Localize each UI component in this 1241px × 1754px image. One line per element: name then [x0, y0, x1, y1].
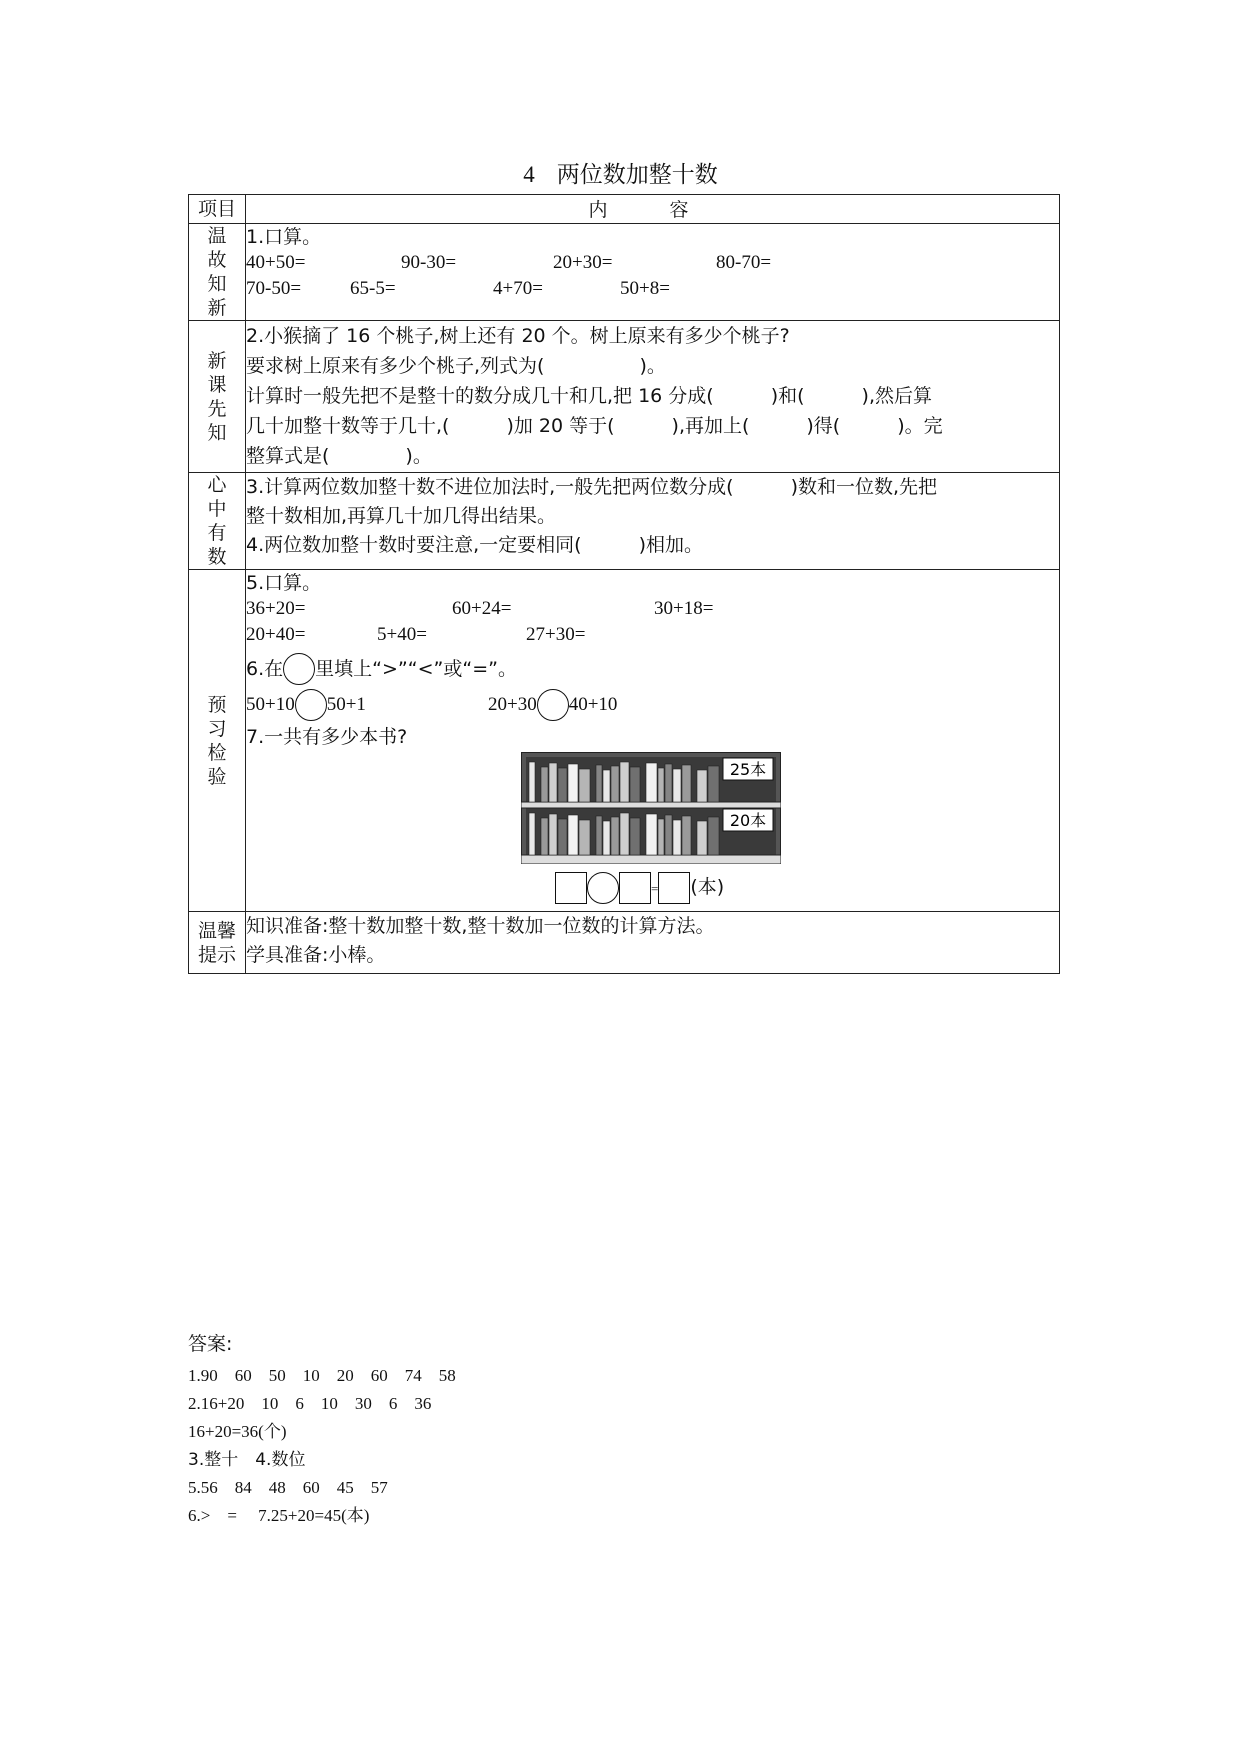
question-3-line: 3.计算两位数加整十数不进位加法时,一般先把两位数分成( )数和一位数,先把	[246, 476, 938, 498]
book-spine	[549, 814, 557, 855]
book-spine	[541, 818, 548, 855]
expr: 20+40=	[246, 624, 306, 645]
check-row-2	[246, 622, 1059, 648]
book-spine	[658, 768, 664, 802]
book-spine	[708, 817, 719, 855]
expr: 30+18=	[654, 598, 714, 619]
expr: 20+30=	[553, 252, 613, 273]
answer-line: 16+20=36(个)	[188, 1422, 287, 1441]
page-title	[0, 156, 1241, 189]
book-spine	[620, 762, 629, 802]
title-number: 4	[523, 162, 535, 187]
book-spine	[658, 819, 664, 855]
review-row-2	[246, 276, 1059, 302]
compare-circle-input[interactable]	[537, 689, 569, 721]
book-spine	[558, 819, 567, 855]
expr: 90-30=	[401, 252, 457, 273]
tips-line: 知识准备:整十数加整十数,整十数加一位数的计算方法。	[246, 915, 715, 937]
section-label-preview: 新课先知	[207, 349, 227, 444]
book-spine	[611, 766, 619, 802]
section-mind	[189, 473, 1060, 570]
section-review	[189, 224, 1060, 321]
book-spine	[630, 767, 640, 802]
compare-item-2: 20+30 40+10	[488, 692, 617, 718]
expr: 65-5=	[350, 278, 396, 299]
question-5: 5.口算。	[246, 572, 322, 594]
answer-line: 2.16+20 10 6 10 30 6 36	[188, 1394, 432, 1413]
book-spine	[603, 770, 610, 802]
shelf-label-bottom: 20本	[729, 811, 767, 830]
question-2-line: 几十加整十数等于几十,( )加 20 等于( ),再加上( )得( )。完	[246, 415, 943, 437]
book-spine	[630, 818, 640, 855]
answers-heading: 答案:	[188, 1333, 233, 1355]
book-spine	[596, 816, 602, 855]
expr: 60+24=	[452, 598, 512, 619]
question-4-line: 4.两位数加整十数时要注意,一定要相同( )相加。	[246, 534, 703, 556]
compare-row	[246, 692, 1059, 722]
circle-blank-icon	[283, 653, 315, 685]
answer-equation: = (本)	[555, 872, 724, 904]
circle-blank-input[interactable]	[587, 872, 619, 904]
book-spine	[611, 817, 619, 855]
book-spine	[579, 769, 590, 802]
book-spine	[529, 813, 535, 855]
book-spine	[682, 816, 691, 855]
square-blank-input[interactable]	[555, 872, 587, 904]
answer-line: 3.整十 4.数位	[188, 1450, 306, 1470]
header-item: 项目	[189, 195, 246, 224]
book-spine	[697, 821, 707, 855]
section-preview	[189, 321, 1060, 473]
book-spine	[673, 769, 681, 802]
bookshelf-illustration	[521, 752, 781, 864]
book-spine	[620, 813, 629, 855]
expr: 27+30=	[526, 624, 586, 645]
book-spine	[646, 814, 657, 855]
question-2-line: 要求树上原来有多少个桃子,列式为( )。	[246, 355, 666, 377]
expr: 70-50=	[246, 278, 302, 299]
unit-label: (本)	[690, 876, 725, 898]
book-spine	[579, 820, 590, 855]
expr: 40+50=	[246, 252, 306, 273]
book-spine	[558, 768, 567, 802]
answer-section	[188, 1330, 456, 1530]
section-label-check: 预习检验	[207, 693, 227, 788]
question-1: 1.口算。	[246, 226, 322, 248]
book-spine	[596, 765, 602, 802]
expr: 50+8=	[620, 278, 670, 299]
expr: 80-70=	[716, 252, 772, 273]
title-text: 两位数加整十数	[556, 162, 718, 188]
compare-circle-input[interactable]	[295, 689, 327, 721]
answer-line: 6.> = 7.25+20=45(本)	[188, 1506, 370, 1525]
book-spine	[665, 815, 672, 855]
table-header-row	[189, 195, 1060, 224]
question-7: 7.一共有多少本书?	[246, 726, 408, 748]
header-content: 内 容	[246, 195, 1060, 224]
book-spine	[697, 770, 707, 802]
question-2-line: 整算式是( )。	[246, 445, 432, 467]
compare-item-1: 50+10 50+1	[246, 692, 366, 718]
book-spine	[682, 765, 691, 802]
book-spine	[673, 820, 681, 855]
book-spine	[568, 764, 578, 802]
book-spine	[568, 815, 578, 855]
section-label-tips: 温馨提示	[197, 919, 236, 966]
answer-line: 1.90 60 50 10 20 60 74 58	[188, 1366, 456, 1385]
book-spine	[708, 766, 719, 802]
section-label-review: 温故知新	[207, 225, 227, 319]
expr: 36+20=	[246, 598, 306, 619]
expr: 4+70=	[493, 278, 543, 299]
review-row-1	[246, 250, 1059, 276]
expr: 5+40=	[377, 624, 427, 645]
answer-line: 5.56 84 48 60 45 57	[188, 1478, 388, 1497]
book-spine	[665, 764, 672, 802]
question-2-line: 计算时一般先把不是整十的数分成几十和几,把 16 分成( )和( ),然后算	[246, 385, 932, 407]
book-spine	[603, 821, 610, 855]
question-2-line: 2.小猴摘了 16 个桃子,树上还有 20 个。树上原来有多少个桃子?	[246, 325, 790, 347]
book-spine	[646, 763, 657, 802]
section-label-mind: 心中有数	[207, 474, 227, 568]
square-blank-input[interactable]	[658, 872, 690, 904]
tips-line: 学具准备:小棒。	[246, 944, 386, 966]
book-spine	[529, 762, 535, 802]
question-6: 6.在 里填上“>”“<”或“=”。	[246, 656, 1059, 686]
book-spine	[541, 767, 548, 802]
check-row-1	[246, 596, 1059, 622]
question-3-line: 整十数相加,再算几十加几得出结果。	[246, 505, 557, 527]
section-tips	[189, 912, 1060, 974]
square-blank-input[interactable]	[619, 872, 651, 904]
book-spine	[549, 763, 557, 802]
shelf-label-top: 25本	[729, 760, 767, 779]
